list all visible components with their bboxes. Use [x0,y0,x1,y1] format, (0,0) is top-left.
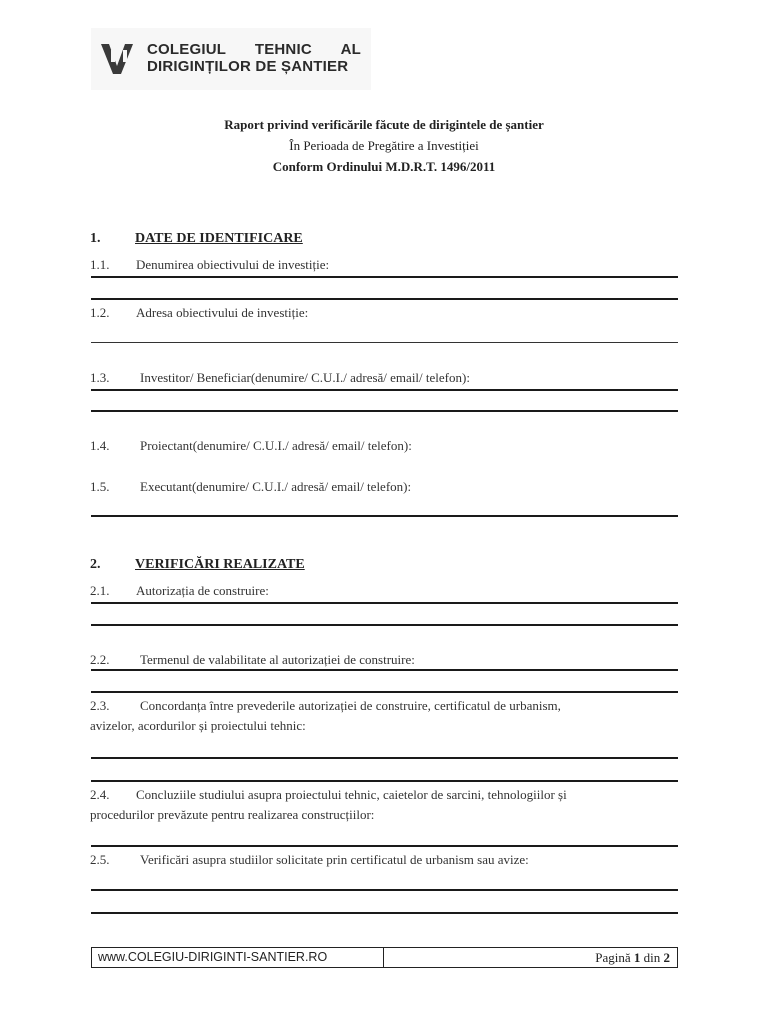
field-number: 2.2. [90,652,110,667]
field-2-3 [90,696,678,736]
field-1-4 [90,436,678,456]
field-2-4 [90,785,678,825]
answer-line[interactable] [91,410,678,412]
field-number: 1.2. [90,305,110,320]
answer-line[interactable] [91,298,678,300]
page-counter [384,948,677,967]
answer-line[interactable] [91,276,678,278]
field-number: 1.4. [90,438,110,453]
answer-line[interactable] [91,389,678,391]
answer-line[interactable] [91,342,678,343]
field-number: 2.1. [90,583,110,598]
field-2-1 [90,581,678,601]
document-title: Raport privind verificările făcute de dirigintele de șantier [224,117,544,132]
logo-word-1: COLEGIUL [147,41,227,58]
section-number: 1. [90,231,101,246]
field-2-2 [90,650,678,670]
field-number: 2.5. [90,852,110,867]
answer-line[interactable] [91,624,678,626]
field-1-3 [90,368,678,388]
logo-word-2: TEHNIC [254,41,312,58]
page-current: 1 [633,950,641,965]
field-label: Termenul de valabilitate al autorizației de construire: [140,652,415,667]
website-link[interactable]: www.COLEGIU-DIRIGINTI-SANTIER.RO [92,948,384,967]
answer-line[interactable] [91,845,678,847]
field-label: Proiectant(denumire/ C.U.I./ adresă/ email/ telefon): [140,438,412,453]
answer-line[interactable] [91,757,678,759]
field-label: Concluziile studiului asupra proiectului tehnic, caietelor de sarcini, tehnologiilor și [136,787,567,802]
answer-line[interactable] [91,602,678,604]
logo [91,28,371,90]
field-2-5 [90,850,678,870]
logo-mark-icon [97,40,141,78]
page-word: Pagină [595,950,631,965]
field-number: 1.3. [90,370,110,385]
logo-text [147,41,361,75]
field-number: 2.4. [90,787,110,802]
field-label: Concordanța între prevederile autorizației de construire, certificatul de urbanism, [140,698,561,713]
field-1-1 [90,255,678,275]
field-label: Executant(denumire/ C.U.I./ adresă/ email/ telefon): [140,479,412,494]
answer-line[interactable] [91,889,678,891]
field-number: 1.5. [90,479,110,494]
section-1-heading [90,231,303,247]
logo-line-2: DIRIGINȚILOR DE ȘANTIER [147,58,349,75]
section-2-heading [90,557,305,573]
field-label: Investitor/ Beneficiar(denumire/ C.U.I./ adresă/ email/ telefon): [140,370,470,385]
section-title: VERIFICĂRI REALIZATE [135,557,305,572]
field-number: 1.1. [90,257,110,272]
page-of: din [643,950,661,965]
field-label: Verificări asupra studiilor solicitate prin certificatul de urbanism sau avize: [140,852,529,867]
document-subtitle: În Perioada de Pregătire a Investiției [289,138,479,153]
field-number: 2.3. [90,698,110,713]
page-total: 2 [663,950,670,965]
field-label-continued: avizelor, acordurilor și proiectului tehnic: [90,718,306,733]
page-footer [91,947,678,968]
field-1-5 [90,477,678,497]
logo-word-3: AL [340,41,361,58]
answer-line[interactable] [91,912,678,914]
field-label: Denumirea obiectivului de investiție: [136,257,330,272]
document-order: Conform Ordinului M.D.R.T. 1496/2011 [272,159,496,174]
field-label-continued: procedurilor prevăzute pentru realizarea construcțiilor: [90,807,375,822]
field-label: Adresa obiectivului de investiție: [136,305,309,320]
field-1-2 [90,303,678,323]
answer-line[interactable] [91,515,678,517]
answer-line[interactable] [91,780,678,782]
section-number: 2. [90,557,101,572]
answer-line[interactable] [91,691,678,693]
answer-line[interactable] [91,669,678,671]
section-title: DATE DE IDENTIFICARE [135,231,303,246]
document-header [90,114,678,177]
field-label: Autorizația de construire: [136,583,269,598]
